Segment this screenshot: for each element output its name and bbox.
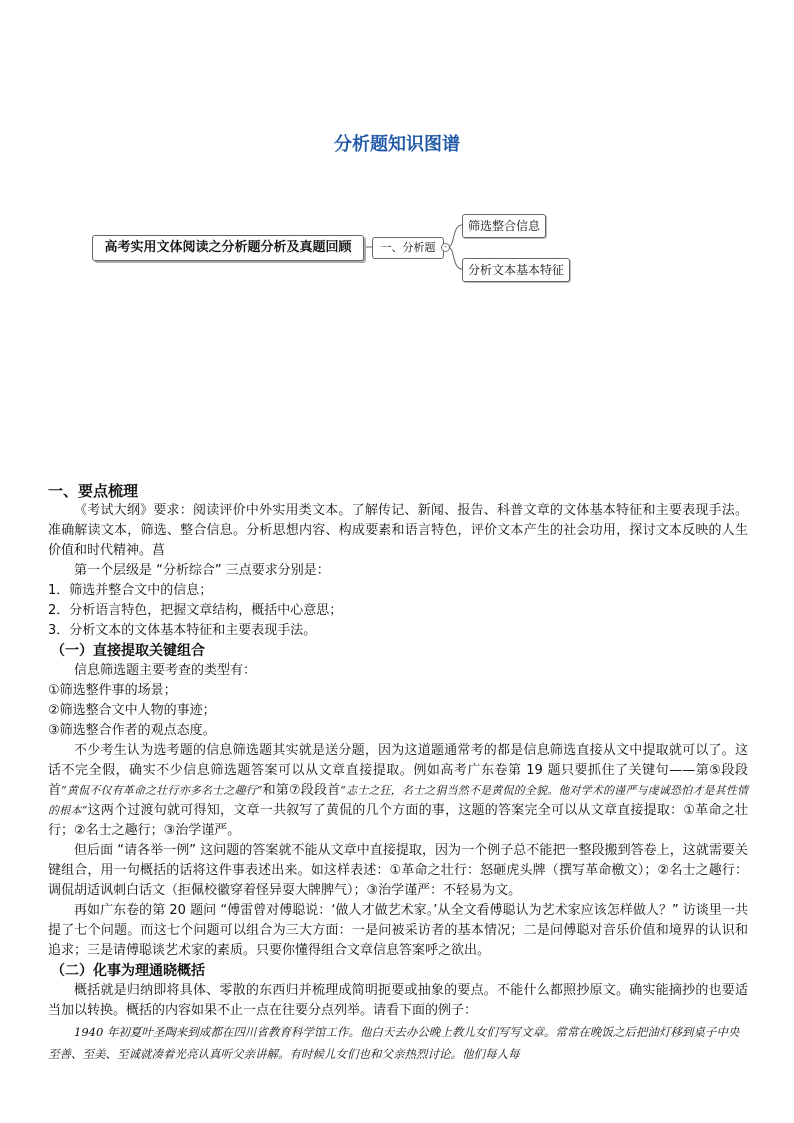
page-title: 分析题知识图谱 bbox=[334, 134, 460, 155]
mindmap-branch-node[interactable]: 一、分析题 bbox=[372, 237, 444, 259]
paragraph: 第一个层级是 “分析综合” 三点要求分别是： bbox=[74, 563, 330, 578]
mindmap-leaf-text-features[interactable]: 分析文本基本特征 bbox=[462, 258, 570, 282]
mindmap-leaf-filter-info[interactable]: 筛选整合信息 bbox=[462, 214, 546, 238]
paragraph: 但后面 “请各举一例” 这问题的答案就不能从文章中直接提取，因为一个例子总不能把一整段搬到答卷上，这就需要关键组合，用一句概括的话将这件事表述出来。如这样表述：①革命之壮行：怒砸虎头牌（撰写革命檄文）；②名士之趣行：调侃胡适讽刺白话文（拒佩校徽穿着怪异耍大牌脾气）；③治学谨严：不轻易为文。 bbox=[48, 843, 748, 898]
list-item: 1．筛选并整合文中的信息； bbox=[48, 583, 213, 598]
mindmap-root-node[interactable]: 高考实用文体阅读之分析题分析及真题回顾 bbox=[92, 235, 364, 261]
paragraph: 再如广东卷的第 20 题问 “傅雷曾对傅聪说：‘做人才做艺术家。’从全文看傅聪认为艺术家应该怎样做人？” 访谈里一共提了七个问题。而这七个问题可以组合为三大方面：一是问被采访者的基本情况；二是问傅聪对音乐价值和境界的认识和追求；三是请傅聪谈艺术家的素质。只要你懂得组合文章信息答案呼之欲出。 bbox=[48, 903, 748, 958]
list-item: ②筛选整合文中人物的事迹； bbox=[48, 703, 216, 718]
paragraph: 信息筛选题主要考查的类型有： bbox=[74, 663, 257, 678]
paragraph-text: 不少考生认为选考题的信息筛选题其实就是送分题，因为这道题通常考的都是信息筛选直接从文中提取就可以了。这话不完全假，确实不少信息筛选题答案可以从文章直接提取。例如高考广东卷第 19 题只要抓住了关键句——第⑤段段首 bbox=[48, 743, 748, 798]
example-passage: 1940 年初夏叶圣陶来到成都在四川省教育科学馆工作。他白天去办公晚上教儿女们写写文章。常常在晚饭之后把油灯移到桌子中央至善、至美、至诚就凑着光亮认真听父亲讲解。有时候儿女们也和父亲热烈讨论。他们每人每 bbox=[48, 1025, 740, 1061]
paragraph-text: 《考试大纲》要求：阅读评价中外实用类文本。了解传记、新闻、报告、科普文章的文体基本特征和主要表现手法。准确解读文本，筛选、整合信息。分析思想内容、构成要素和语言特色，评价文本产生的社会功用，探讨文本反映的人生价值和时代精神。 bbox=[48, 503, 748, 558]
mindmap-connectors bbox=[0, 0, 794, 320]
stray-mark: 菖 bbox=[152, 543, 166, 558]
paragraph-text: 这两个过渡句就可得知，文章一共叙写了黄侃的几个方面的事，这题的答案完全可以从文章直接提取：①革命之壮行；②名士之趣行；③治学谨严。 bbox=[48, 803, 748, 838]
list-item: 3．分析文本的文体基本特征和主要表现手法。 bbox=[48, 623, 317, 638]
list-item: ①筛选整件事的场景； bbox=[48, 683, 177, 698]
quoted-sentence: “黄侃不仅有革命之壮行亦多名士之趣行” bbox=[61, 784, 263, 797]
quoted-sentence: “志士之狂，名士之狷当然不是黄侃的全貌。他对学术的谨严与虔诚恐怕才是其性情的根本” bbox=[48, 784, 748, 817]
subsection-heading: （一）直接提取关键组合 bbox=[51, 643, 205, 659]
document-body bbox=[48, 481, 748, 1065]
list-item: 2．分析语言特色，把握文章结构，概括中心意思； bbox=[48, 603, 343, 618]
paragraph bbox=[48, 741, 748, 841]
paragraph-text: 和第⑦段段首 bbox=[262, 783, 341, 798]
paragraph: 概括就是归纳即将具体、零散的东西归并梳理成简明扼要或抽象的要点。不能什么都照抄原文。确实能摘抄的也要适当加以转换。概括的内容如果不止一点在往要分点列举。请看下面的例子： bbox=[48, 983, 748, 1018]
collapse-toggle-icon[interactable]: - bbox=[441, 243, 450, 252]
list-item: ③筛选整合作者的观点态度。 bbox=[48, 723, 216, 738]
paragraph bbox=[48, 501, 748, 561]
subsection-heading: （二）化事为理通晓概括 bbox=[51, 963, 205, 979]
section-heading: 一、要点梳理 bbox=[48, 482, 139, 500]
